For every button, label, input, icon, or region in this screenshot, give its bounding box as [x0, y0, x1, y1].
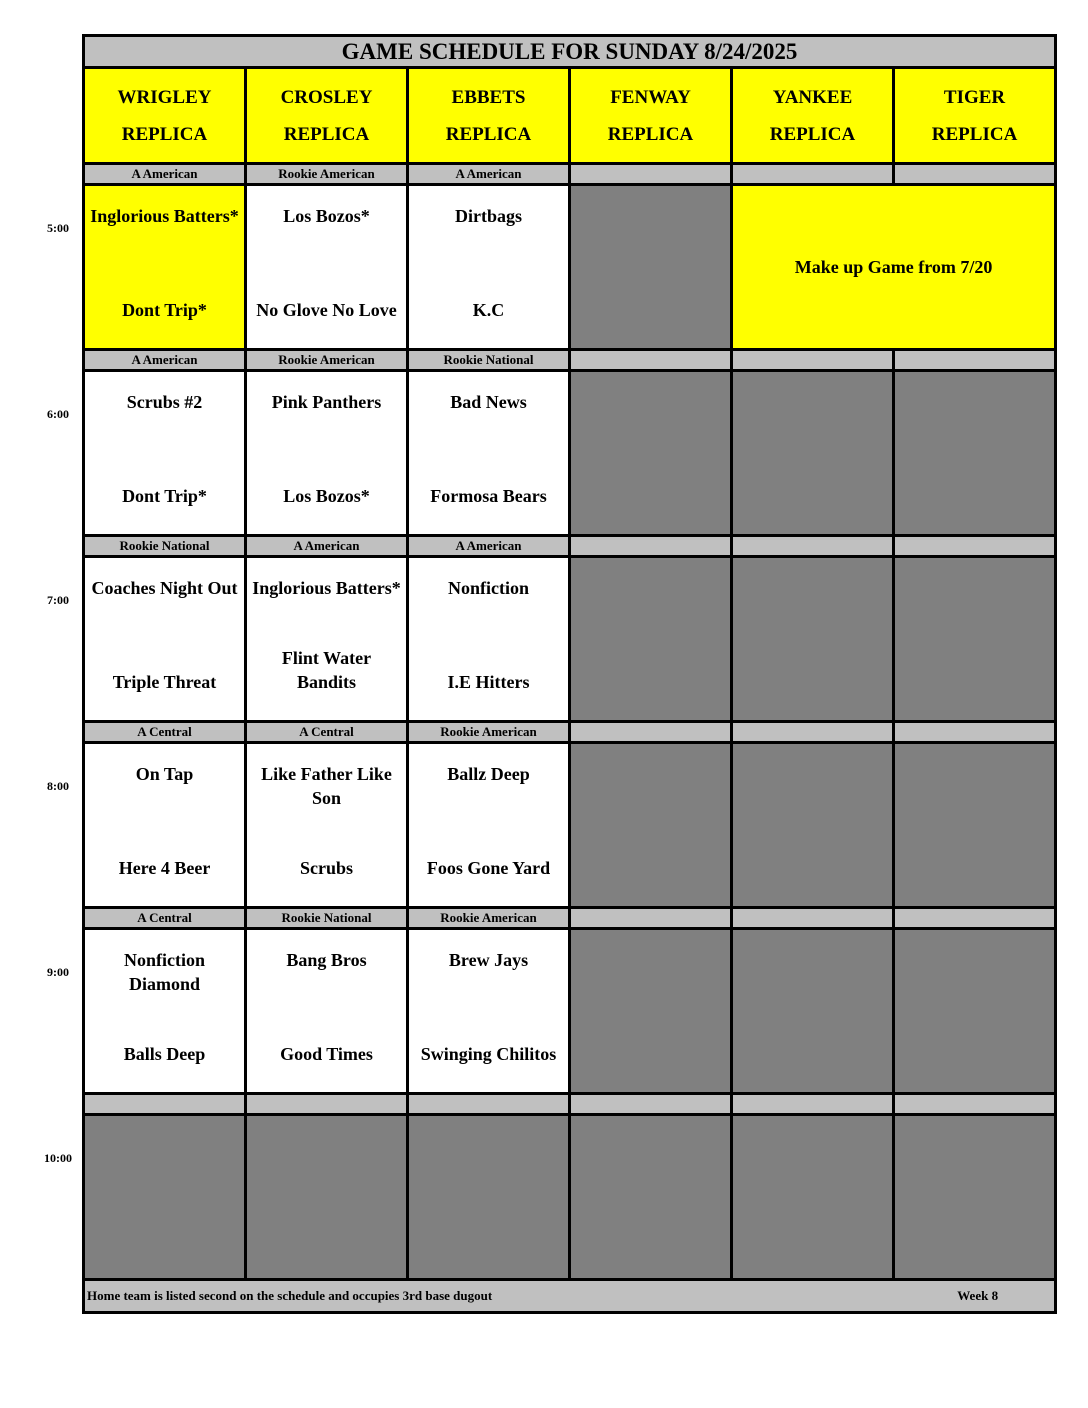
division-label — [570, 722, 732, 743]
home-team: Good Times — [280, 1044, 373, 1064]
empty-slot — [894, 1115, 1056, 1280]
game-cell — [246, 185, 408, 350]
time-label: 10:00 — [44, 1150, 72, 1165]
makeup-game-cell: Make up Game from 7/20 — [732, 185, 1056, 350]
away-team: Ballz Deep — [447, 764, 530, 784]
home-team: Flint Water Bandits — [281, 648, 372, 692]
empty-slot — [894, 371, 1056, 536]
division-label — [894, 164, 1056, 185]
division-label — [732, 536, 894, 557]
home-team: Scrubs — [299, 858, 353, 878]
home-team: Dont Trip* — [122, 486, 207, 506]
empty-slot — [246, 1115, 408, 1280]
division-label — [570, 164, 732, 185]
division-label — [246, 1094, 408, 1115]
empty-slot — [570, 371, 732, 536]
field-header-row — [84, 68, 1056, 164]
field-name: TIGER — [943, 86, 1006, 108]
game-cell — [246, 371, 408, 536]
empty-slot — [570, 1115, 732, 1280]
empty-slot — [570, 185, 732, 350]
field-subtitle: REPLICA — [931, 123, 1018, 145]
time-label: 8:00 — [47, 778, 69, 793]
field-header-ebbets — [408, 68, 570, 164]
division-label: A American — [84, 164, 246, 185]
away-team: Dirtbags — [455, 206, 522, 226]
division-label — [732, 722, 894, 743]
empty-slot — [894, 743, 1056, 908]
field-subtitle: REPLICA — [445, 123, 532, 145]
division-label: Rookie American — [408, 908, 570, 929]
schedule-title: GAME SCHEDULE FOR SUNDAY 8/24/2025 — [84, 36, 1056, 68]
division-label — [894, 536, 1056, 557]
away-team: Pink Panthers — [271, 392, 382, 412]
home-team: Triple Threat — [112, 672, 217, 692]
empty-slot — [570, 557, 732, 722]
home-team: I.E Hitters — [447, 672, 530, 692]
home-team: Balls Deep — [123, 1044, 206, 1064]
field-subtitle: REPLICA — [283, 123, 370, 145]
empty-slot — [732, 371, 894, 536]
division-label: A Central — [84, 908, 246, 929]
division-label — [732, 908, 894, 929]
field-name: EBBETS — [451, 86, 526, 108]
empty-slot — [84, 1115, 246, 1280]
division-label: Rookie National — [408, 350, 570, 371]
time-label: 5:00 — [47, 220, 69, 235]
game-cell — [84, 743, 246, 908]
field-header-yankee — [732, 68, 894, 164]
division-label: A American — [84, 350, 246, 371]
away-team: Inglorious Batters* — [252, 578, 401, 598]
game-row — [84, 929, 1056, 1094]
division-row — [84, 1094, 1056, 1115]
field-name: FENWAY — [610, 86, 691, 108]
empty-slot — [732, 557, 894, 722]
division-row — [84, 350, 1056, 371]
field-header-crosley — [246, 68, 408, 164]
time-label: 7:00 — [47, 592, 69, 607]
away-team: Los Bozos* — [283, 206, 370, 226]
away-team: Coaches Night Out — [91, 578, 238, 598]
division-label — [570, 350, 732, 371]
field-name: YANKEE — [772, 86, 853, 108]
time-label: 6:00 — [47, 406, 69, 421]
empty-slot — [408, 1115, 570, 1280]
field-header-wrigley — [84, 68, 246, 164]
division-label — [732, 1094, 894, 1115]
game-cell — [408, 743, 570, 908]
division-label — [570, 1094, 732, 1115]
division-label: A Central — [84, 722, 246, 743]
footer-note: Home team is listed second on the schedule and occupies 3rd base dugout — [87, 1288, 493, 1303]
field-subtitle: REPLICA — [607, 123, 694, 145]
division-label: Rookie National — [246, 908, 408, 929]
home-team: Swinging Chilitos — [420, 1044, 557, 1064]
game-cell — [246, 929, 408, 1094]
game-row — [84, 557, 1056, 722]
game-cell — [84, 371, 246, 536]
time-label: 9:00 — [47, 964, 69, 979]
field-subtitle: REPLICA — [121, 123, 208, 145]
footer-cell — [84, 1280, 1056, 1313]
division-label: A American — [408, 536, 570, 557]
game-cell — [408, 557, 570, 722]
away-team: Bad News — [450, 392, 527, 412]
game-row — [84, 185, 1056, 350]
home-team: Dont Trip* — [122, 300, 207, 320]
division-label: Rookie American — [408, 722, 570, 743]
field-subtitle: REPLICA — [769, 123, 856, 145]
away-team: Like Father Like Son — [261, 764, 392, 808]
division-row — [84, 536, 1056, 557]
field-name: CROSLEY — [280, 86, 373, 108]
division-label: A American — [408, 164, 570, 185]
empty-slot — [732, 1115, 894, 1280]
division-label — [732, 350, 894, 371]
home-team: K.C — [472, 300, 505, 320]
game-cell — [246, 743, 408, 908]
game-cell — [408, 929, 570, 1094]
empty-slot — [732, 743, 894, 908]
week-label: Week 8 — [957, 1288, 999, 1303]
field-header-fenway — [570, 68, 732, 164]
footer-row — [84, 1280, 1056, 1313]
division-label — [894, 722, 1056, 743]
game-cell — [408, 185, 570, 350]
away-team: On Tap — [135, 764, 194, 784]
division-label — [894, 350, 1056, 371]
division-label: Rookie National — [84, 536, 246, 557]
title-row — [84, 36, 1056, 68]
empty-slot — [894, 929, 1056, 1094]
division-label: Rookie American — [246, 350, 408, 371]
game-cell — [84, 557, 246, 722]
field-header-tiger — [894, 68, 1056, 164]
empty-slot — [732, 929, 894, 1094]
away-team: Brew Jays — [448, 950, 529, 970]
home-team: Foos Gone Yard — [426, 858, 551, 878]
empty-slot — [894, 557, 1056, 722]
game-cell — [408, 371, 570, 536]
field-name: WRIGLEY — [117, 86, 212, 108]
game-row — [84, 1115, 1056, 1280]
home-team: Los Bozos* — [283, 486, 370, 506]
home-team: No Glove No Love — [256, 300, 397, 320]
away-team: Nonfiction Diamond — [124, 950, 205, 994]
game-row — [84, 371, 1056, 536]
empty-slot — [570, 743, 732, 908]
away-team: Nonfiction — [448, 578, 529, 598]
game-row — [84, 743, 1056, 908]
game-cell — [84, 929, 246, 1094]
game-cell — [84, 185, 246, 350]
division-label — [894, 1094, 1056, 1115]
division-label — [732, 164, 894, 185]
division-row — [84, 164, 1056, 185]
division-label — [84, 1094, 246, 1115]
schedule-table — [82, 34, 1057, 1314]
away-team: Bang Bros — [286, 950, 367, 970]
empty-slot — [570, 929, 732, 1094]
division-label: A Central — [246, 722, 408, 743]
home-team: Here 4 Beer — [118, 858, 211, 878]
division-label — [894, 908, 1056, 929]
division-label — [570, 536, 732, 557]
division-row — [84, 722, 1056, 743]
division-label — [408, 1094, 570, 1115]
home-team: Formosa Bears — [430, 486, 547, 506]
division-label: A American — [246, 536, 408, 557]
division-label: Rookie American — [246, 164, 408, 185]
division-label — [570, 908, 732, 929]
division-row — [84, 908, 1056, 929]
away-team: Scrubs #2 — [126, 392, 203, 412]
away-team: Inglorious Batters* — [90, 206, 239, 226]
game-cell — [246, 557, 408, 722]
